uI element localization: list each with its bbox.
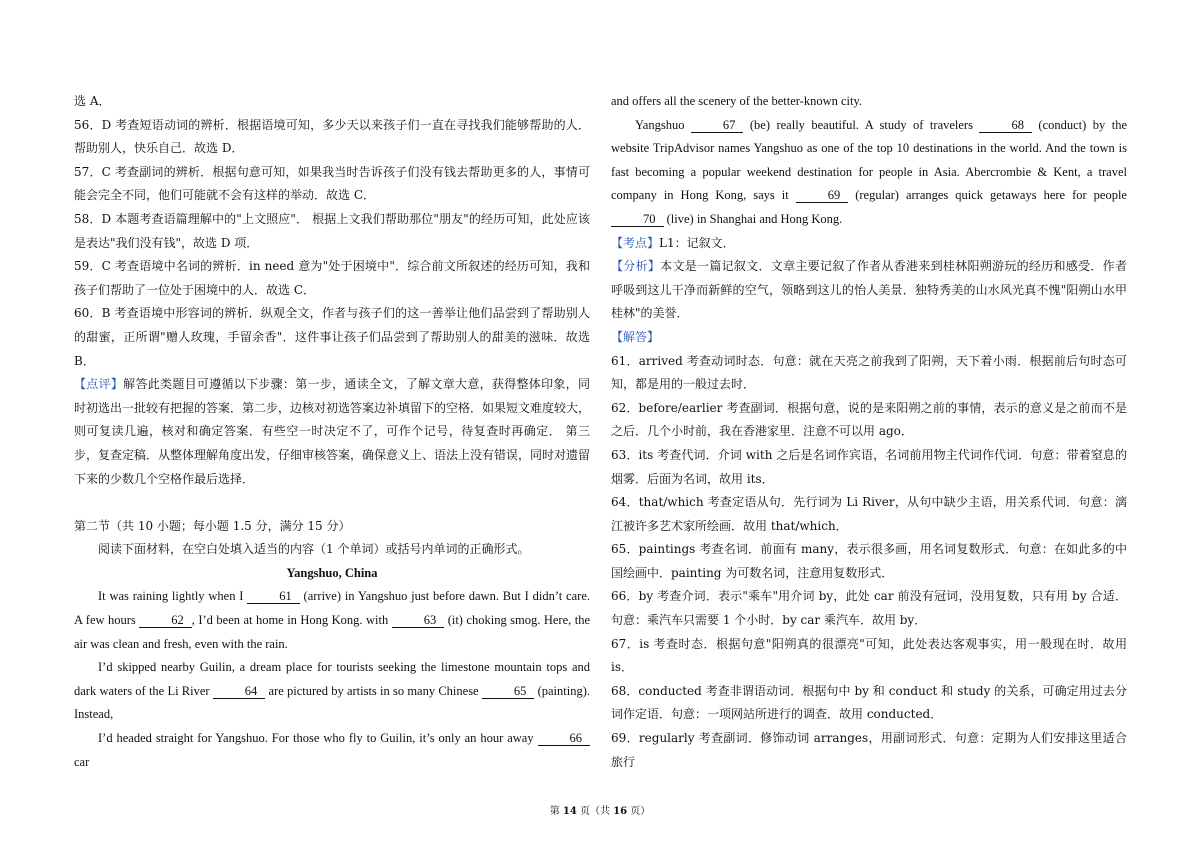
answer-58: 58．D 本题考查语篇理解中的"上文照应"． 根据上文我们帮助那位"朋友"的经历可知，此处应该是表达"我们没有钱"，故选 D 项．: [74, 211, 590, 250]
passage-text: car: [74, 754, 90, 769]
answer-61: 61．arrived 考查动词时态．句意：就在天亮之前我到了阳朔，天下着小雨．根据前后句时态可知，都是用的一般过去时．: [611, 353, 1127, 392]
blank-65: 65: [482, 684, 535, 699]
answer-64: 64．that/which 考查定语从句．先行词为 Li River，从句中缺少主语，用关系代词．句意：漓江被许多艺术家所绘画．故用 that/which．: [611, 495, 1127, 533]
passage-text: (painting). Instead,: [74, 683, 590, 722]
blank-62: 62: [139, 613, 192, 628]
comment-text: 解答此类题目可遵循以下步骤：第一步，通读全文，了解文章大意，获得整体印象，同时初选出一批较有把握的答案．第二步，边核对初选答案边补填留下的空格．如果短文难度较大，则可复读几遍，核对和确定答案．有些空一时决定不了，可作个记号，待复查时再确定． 第三步，复查定稿．从整体理解角度出发，仔细审核答案，确保意义上、语法上没有错误，同时对遗留下来的少数几个空格作最后选择．: [74, 377, 591, 486]
passage-text: are pictured by artists in so many Chinese: [265, 683, 482, 698]
jieda-tag: 【解答】: [611, 329, 660, 344]
footer-text: 页（共: [576, 806, 614, 817]
answer-60: 60．B 考查语境中形容词的辨析．纵观全文，作者与孩子们的这一善举让他们品尝到了帮助别人的甜蜜，正所谓"赠人玫瑰，手留余香"．这件事让孩子们品尝到了帮助别人的甜美的滋味．故选 B．: [74, 306, 590, 368]
answer-63: 63．its 考查代词．介词 with 之后是名词作宾语，名词前用物主代词作代词．句意：带着窒息的烟雾．后面为名词，故用 its．: [611, 447, 1127, 486]
page-number: 14: [562, 806, 577, 817]
passage-text: (live) in Shanghai and Hong Kong.: [663, 211, 843, 226]
blank-70: 70: [611, 212, 664, 227]
passage-text: I’d skipped nearby Guilin, a dream place for tourists seeking the limestone mountain tops and dark waters of the Li River: [74, 660, 590, 698]
fenxi-tag: 【分析】: [611, 259, 661, 274]
fenxi-paragraph: [611, 255, 1127, 326]
blank-67: 67: [691, 118, 744, 133]
blank-66: 66: [538, 731, 591, 746]
kaodian-tag: 【考点】: [611, 235, 660, 250]
passage-paragraph-2: [74, 656, 590, 727]
passage-text: (arrive) in Yangshuo just before dawn. But I didn’t care. A few hours: [74, 589, 590, 628]
left-column: [74, 90, 590, 774]
page-footer: [0, 802, 1200, 817]
passage-paragraph-3: [74, 727, 590, 774]
passage-paragraph-4: [611, 114, 1127, 232]
answer-69: 69．regularly 考查副词．修饰动词 arranges，用副词形式．句意：定期为人们安排这里适合旅行: [611, 731, 1127, 769]
passage-text: (conduct) by the website TripAdvisor names Yangshuo as one of the top 10 destinations in the world. And the town is fast becoming a popular weekend destination for people in Asia. Abercrombie & Kent, a travel company in Hong Kong, says it: [611, 117, 1127, 203]
answer-57: 57．C 考查副词的辨析．根据句意可知，如果我当时告诉孩子们没有钱去帮助更多的人，事情可能会完全不同，他们可能就不会有这样的举动．故选 C．: [74, 164, 590, 203]
answer-fragment: 选 A．: [74, 94, 111, 108]
instructions: 阅读下面材料，在空白处填入适当的内容（1 个单词）或括号内单词的正确形式。: [98, 542, 530, 557]
passage-text: Yangshuo: [635, 117, 691, 132]
passage-text: (it) choking smog. Here, the air was clean and fresh, even with the rain.: [74, 613, 591, 651]
passage-text: (be) really beautiful. A study of travelers: [743, 117, 980, 132]
fenxi-text: 本文是一篇记叙文．文章主要记叙了作者从香港来到桂林阳朔游玩的经历和感受．作者呼吸到这儿干净而新鲜的空气，领略到这儿的怡人美景．独特秀美的山水风光真不愧"阳朔山水甲桂林"的美誉．: [611, 259, 1127, 321]
passage-text: , I’d been at home in Hong Kong. with: [191, 613, 392, 628]
footer-text: 第: [549, 806, 563, 817]
kaodian-text: L1：记叙文．: [659, 235, 735, 250]
footer-text: 页）: [627, 806, 651, 817]
blank-68: 68: [979, 118, 1032, 133]
passage-paragraph-1: [74, 585, 590, 656]
page-total: 16: [613, 806, 628, 817]
passage-text: (regular) arranges quick getaways here for people: [848, 188, 1127, 203]
answer-62: 62．before/earlier 考查副词．根据句意，说的是来阳朔之前的事情，表示的意义是之前而不是之后．几个小时前，我在香港家里．注意不可以用 ago．: [611, 400, 1127, 439]
answer-65: 65．paintings 考查名词．前面有 many，表示很多画，用名词复数形式．句意：在如此多的中国绘画中．painting 为可数名词，注意用复数形式．: [611, 542, 1127, 580]
answer-68: 68．conducted 考查非谓语动词．根据句中 by 和 conduct 和 study 的关系，可确定用过去分词作定语．句意：一项网站所进行的调查．故用 conducted．: [611, 683, 1127, 722]
blank-63: 63: [392, 613, 445, 628]
jieda-paragraph: [611, 326, 1127, 350]
blank-69: 69: [796, 188, 849, 203]
answer-67: 67．is 考查时态．根据句意"阳朔真的很漂亮"可知，此处表达客观事实，用一般现在时．故用 is．: [611, 636, 1127, 675]
passage-paragraph-3-continued: and offers all the scenery of the better-known city.: [611, 94, 863, 108]
kaodian-paragraph: [611, 232, 1127, 256]
comment-paragraph: [74, 373, 590, 491]
comment-tag: 【点评】: [74, 377, 124, 392]
answer-66: 66．by 考查介词．表示"乘车"用介词 by，此处 car 前没有冠词，没用复数，只有用 by 合适．句意：乘汽车只需要 1 个小时．by car 乘汽车．故用 by．: [611, 589, 1127, 628]
passage-text: It was raining lightly when I: [98, 589, 248, 604]
answer-56: 56．D 考查短语动词的辨析．根据语境可知，多少天以来孩子们一直在寻找我们能够帮助的人．帮助别人，快乐自己．故选 D．: [74, 117, 590, 156]
section-heading: 第二节（共 10 小题；每小题 1.5 分，满分 15 分）: [74, 518, 351, 533]
blank-64: 64: [213, 684, 266, 699]
passage-title: Yangshuo, China: [286, 565, 378, 580]
right-column: [611, 90, 1127, 774]
answer-59: 59．C 考查语境中名词的辨析．in need 意为"处于困境中"．综合前文所叙述的经历可知，我和孩子们帮助了一位处于困境中的人．故选 C．: [74, 259, 590, 297]
blank-61: 61: [247, 589, 300, 604]
passage-text: I’d headed straight for Yangshuo. For those who fly to Guilin, it’s only an hour away: [98, 731, 538, 746]
